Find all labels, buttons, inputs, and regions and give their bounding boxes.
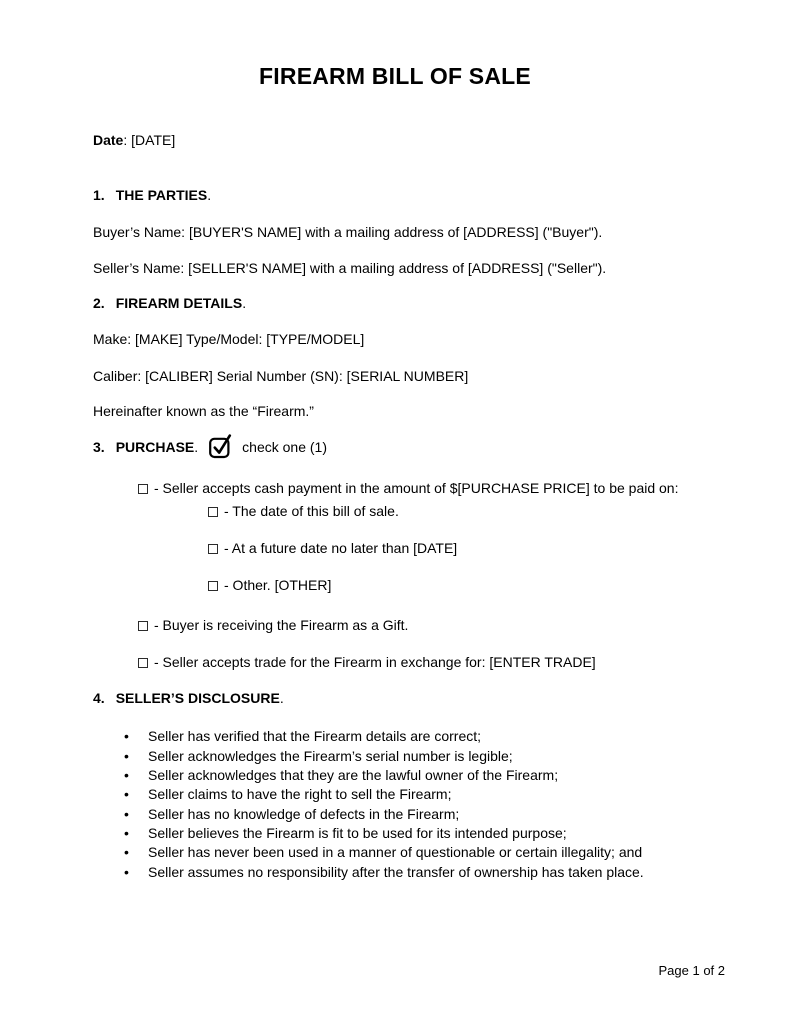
section-title: SELLER’S DISCLOSURE	[115, 690, 280, 707]
purchase-option-gift	[138, 616, 697, 635]
caliber-serial-line: Caliber: [CALIBER] Serial Number (SN): [SERIAL NUMBER]	[93, 367, 469, 384]
document-content	[93, 0, 697, 882]
purchase-option-trade-label: - Seller accepts trade for the Firearm in exchange for: [ENTER TRADE]	[154, 653, 596, 670]
purchase-option-trade	[138, 653, 697, 672]
section-heading-firearm-details: 2. FIREARM DETAILS.	[93, 295, 247, 312]
disclosure-bullet-list	[93, 727, 697, 881]
date-value: : [DATE]	[123, 132, 176, 148]
cash-suboptions-list	[208, 502, 697, 596]
disclosure-item: • Seller claims to have the right to sell the Firearm;	[93, 785, 697, 804]
disclosure-item: • Seller has never been used in a manner of questionable or certain illegality; and	[93, 843, 697, 862]
page-title: FIREARM BILL OF SALE	[259, 63, 531, 89]
suboption-label: - The date of this bill of sale.	[224, 502, 399, 519]
check-one-instruction: check one (1)	[242, 439, 327, 456]
disclosure-item: • Seller acknowledges the Firearm’s serial number is legible;	[93, 747, 697, 766]
checkbox-unchecked-icon[interactable]	[138, 484, 148, 494]
checkbox-unchecked-icon[interactable]	[138, 658, 148, 668]
section-title: THE PARTIES	[115, 187, 208, 204]
suboption-label: - Other. [OTHER]	[224, 577, 332, 594]
date-label: Date	[93, 132, 124, 148]
page-number-footer: Page 1 of 2	[658, 963, 725, 978]
purchase-option-cash	[138, 479, 697, 498]
seller-name-line: Seller’s Name: [SELLER'S NAME] with a mailing address of [ADDRESS] ("Seller").	[93, 259, 607, 276]
buyer-name-line: Buyer’s Name: [BUYER'S NAME] with a mailing address of [ADDRESS] ("Buyer").	[93, 223, 603, 240]
suboption-label: - At a future date no later than [DATE]	[224, 539, 458, 556]
checkbox-unchecked-icon[interactable]	[208, 507, 218, 517]
section-heading-purchase: 3. PURCHASE. check one (1)	[93, 433, 697, 461]
disclosure-item: • Seller has no knowledge of defects in the Firearm;	[93, 805, 697, 824]
section-heading-parties: 1. THE PARTIES.	[93, 187, 212, 204]
disclosure-item: • Seller believes the Firearm is fit to be used for its intended purpose;	[93, 824, 697, 843]
suboption-future-date	[208, 539, 697, 558]
checkbox-unchecked-icon[interactable]	[208, 581, 218, 591]
section-number: 3.	[93, 439, 105, 456]
checkbox-unchecked-icon[interactable]	[138, 621, 148, 631]
disclosure-item: • Seller assumes no responsibility after the transfer of ownership has taken place.	[93, 863, 697, 882]
section-title: FIREARM DETAILS	[115, 295, 243, 312]
suboption-date-of-sale	[208, 502, 697, 521]
section-number: 2.	[93, 295, 105, 312]
section-number: 1.	[93, 187, 105, 204]
section-number: 4.	[93, 690, 105, 707]
date-line	[93, 131, 697, 150]
checkbox-unchecked-icon[interactable]	[208, 544, 218, 554]
checkbox-checked-icon[interactable]	[208, 433, 233, 459]
suboption-other	[208, 576, 697, 595]
purchase-option-gift-label: - Buyer is receiving the Firearm as a Gift.	[154, 616, 409, 633]
make-model-line: Make: [MAKE] Type/Model: [TYPE/MODEL]	[93, 331, 365, 348]
disclosure-item: • Seller acknowledges that they are the lawful owner of the Firearm;	[93, 766, 697, 785]
purchase-option-cash-label: - Seller accepts cash payment in the amount of $[PURCHASE PRICE] to be paid on:	[154, 480, 679, 497]
section-title: PURCHASE	[115, 439, 195, 456]
section-heading-sellers-disclosure: 4. SELLER’S DISCLOSURE.	[93, 690, 284, 707]
hereinafter-line: Hereinafter known as the “Firearm.”	[93, 403, 314, 420]
disclosure-item: • Seller has verified that the Firearm details are correct;	[93, 727, 697, 746]
